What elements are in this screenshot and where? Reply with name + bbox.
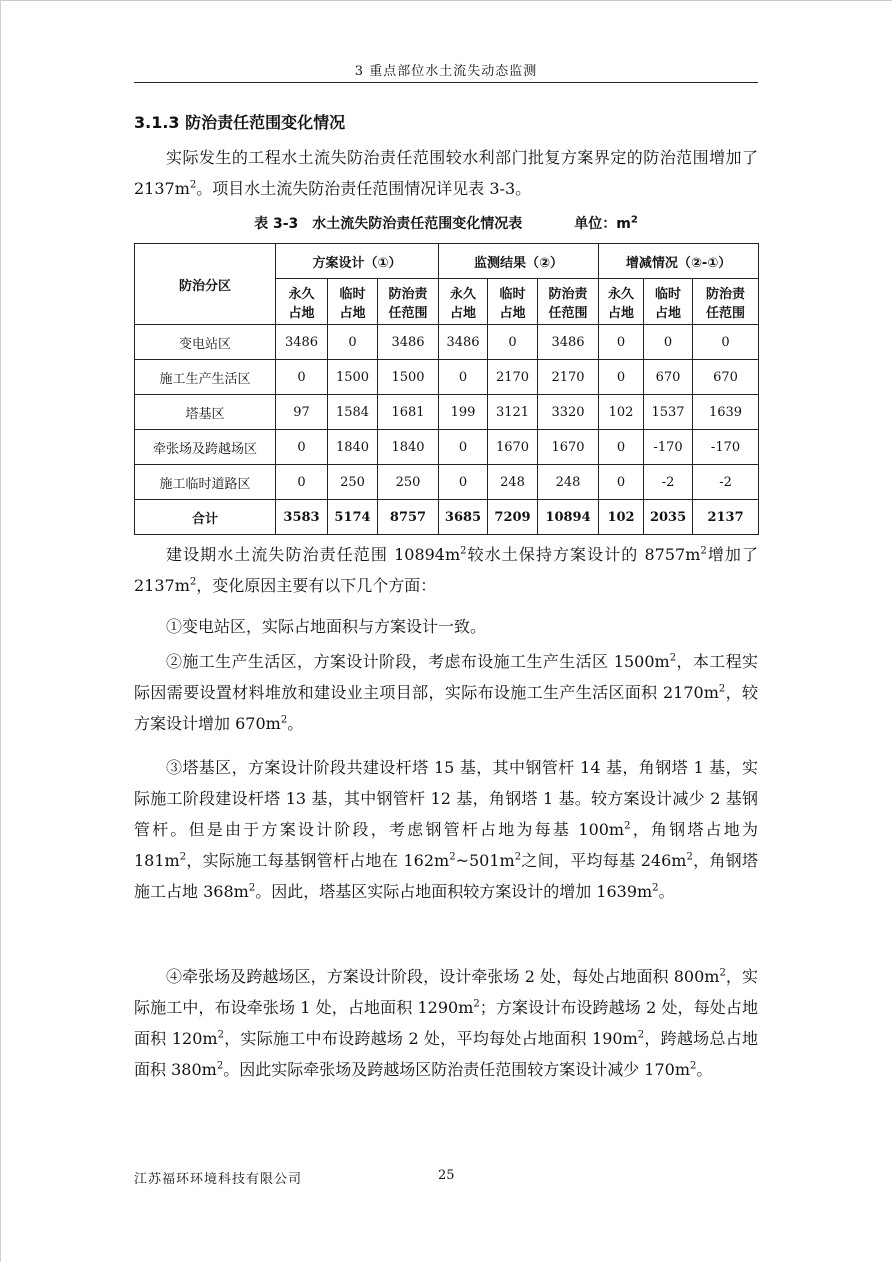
value-cell: 1670 xyxy=(488,430,538,465)
superscript: 2 xyxy=(690,1060,697,1072)
superscript: 2 xyxy=(624,820,631,832)
value-cell: 1840 xyxy=(378,430,439,465)
sub-header: 永久 占地 xyxy=(276,279,328,325)
superscript: 2 xyxy=(189,576,197,588)
value-cell: 0 xyxy=(488,325,538,360)
group-header: 方案设计（①） xyxy=(276,244,439,279)
table-unit-sup: 2 xyxy=(630,214,638,226)
value-cell: 102 xyxy=(599,395,644,430)
value-cell: 1500 xyxy=(378,360,439,395)
superscript: 2 xyxy=(719,967,726,979)
superscript: 2 xyxy=(686,851,693,863)
substation-paragraph: ①变电站区，实际占地面积与方案设计一致。 xyxy=(166,617,487,636)
page-number: 25 xyxy=(438,1168,455,1183)
group-header: 增减情况（②-①） xyxy=(599,244,759,279)
table-unit-label: 单位：m xyxy=(574,216,631,232)
value-cell: 0 xyxy=(276,465,328,500)
value-cell: 248 xyxy=(488,465,538,500)
intro-line1: 实际发生的工程水土流失防治责任范围较水利部门批复方案界定的防治范 xyxy=(166,148,693,167)
table-caption-text: 表 3-3 水土流失防治责任范围变化情况表 xyxy=(254,216,523,232)
value-cell: 0 xyxy=(599,430,644,465)
table-row xyxy=(135,325,759,360)
value-cell: 3486 xyxy=(538,325,599,360)
value-cell: 1639 xyxy=(693,395,759,430)
superscript: 2 xyxy=(460,545,467,557)
value-cell: 0 xyxy=(439,465,488,500)
value-cell: 250 xyxy=(328,465,378,500)
value-cell: -2 xyxy=(644,465,693,500)
value-cell: 0 xyxy=(599,360,644,395)
table-row xyxy=(135,430,759,465)
value-cell: 0 xyxy=(328,325,378,360)
value-cell: 3320 xyxy=(538,395,599,430)
value-cell: 0 xyxy=(276,360,328,395)
superscript: 2 xyxy=(473,998,480,1010)
value-cell: 2170 xyxy=(538,360,599,395)
table-row xyxy=(135,465,759,500)
table-row xyxy=(135,395,759,430)
superscript: 2 xyxy=(280,714,288,726)
group-header: 监测结果（②） xyxy=(439,244,599,279)
total-row xyxy=(135,500,759,535)
intro-paragraph xyxy=(134,142,758,204)
value-cell: 1500 xyxy=(328,360,378,395)
value-cell: 0 xyxy=(644,325,693,360)
value-cell: 1681 xyxy=(378,395,439,430)
page-top-edge xyxy=(0,0,892,1)
value-cell: 1670 xyxy=(538,430,599,465)
change-summary-paragraph: 建设期水土流失防治责任范围 $10894m^2$较水土保持方案设计的 $8757m^2$增加了 $2137m^2$，变化原因主要有以下几个方面： xyxy=(134,545,758,595)
total-cell: 5174 xyxy=(328,500,378,535)
value-cell: -2 xyxy=(693,465,759,500)
intro-line2-a: 围增加了 2137m xyxy=(134,148,758,198)
total-cell: 2137 xyxy=(693,500,759,535)
zone-cell: 变电站区 xyxy=(135,325,276,360)
table-row xyxy=(135,360,759,395)
total-cell: 3583 xyxy=(276,500,328,535)
total-cell: 2035 xyxy=(644,500,693,535)
total-cell: 7209 xyxy=(488,500,538,535)
value-cell: 3121 xyxy=(488,395,538,430)
total-label: 合计 xyxy=(135,500,276,535)
value-cell: 0 xyxy=(439,430,488,465)
table-caption xyxy=(134,213,758,233)
zone-cell: 塔基区 xyxy=(135,395,276,430)
section-title: 3.1.3 防治责任范围变化情况 xyxy=(134,113,346,132)
zone-cell: 牵张场及跨越场区 xyxy=(135,430,276,465)
running-header: 3 重点部位水土流失动态监测 xyxy=(354,64,538,79)
sub-header: 防治责 任范围 xyxy=(538,279,599,325)
zone-header: 防治分区 xyxy=(135,244,276,325)
superscript: 2 xyxy=(189,179,197,191)
table-unit xyxy=(574,216,638,232)
value-cell: 97 xyxy=(276,395,328,430)
superscript: 2 xyxy=(248,882,256,894)
header-rule xyxy=(134,82,758,83)
value-cell: 0 xyxy=(439,360,488,395)
page-left-edge xyxy=(0,0,1,1262)
total-cell: 102 xyxy=(599,500,644,535)
superscript: 2 xyxy=(718,683,726,695)
value-cell: 1584 xyxy=(328,395,378,430)
total-cell: 3685 xyxy=(439,500,488,535)
superscript: 2 xyxy=(179,851,187,863)
value-cell: 199 xyxy=(439,395,488,430)
total-cell: 10894 xyxy=(538,500,599,535)
sub-header: 临时 占地 xyxy=(644,279,693,325)
value-cell: 1537 xyxy=(644,395,693,430)
responsibility-range-table xyxy=(134,243,759,535)
value-cell: -170 xyxy=(644,430,693,465)
superscript: 2 xyxy=(637,1029,645,1041)
value-cell: -170 xyxy=(693,430,759,465)
total-cell: 8757 xyxy=(378,500,439,535)
value-cell: 670 xyxy=(644,360,693,395)
value-cell: 670 xyxy=(693,360,759,395)
superscript: 2 xyxy=(669,652,677,664)
sub-header: 防治责 任范围 xyxy=(378,279,439,325)
value-cell: 248 xyxy=(538,465,599,500)
sub-header: 永久 占地 xyxy=(599,279,644,325)
value-cell: 2170 xyxy=(488,360,538,395)
value-cell: 3486 xyxy=(378,325,439,360)
tower-foundation-paragraph: ③塔基区，方案设计阶段共建设杆塔 15 基，其中钢管杆 14 基，角钢塔 1 基，实际施工阶段建设杆塔 13 基，其中钢管杆 12 基，角钢塔 1 基。较方案设计减少 2 基钢管杆。但是由于方案设计阶段，考虑钢管杆占地为每基 $100m^2$，角钢塔占地为 $181m^2$，实际施工每基钢管杆占地在 $162m^2\sim 501m^2$之间，平均每基 $246m^2$，角钢塔施工占地 $368m^2$。因此，塔基区实际占地面积较方案设计的增加 $1639m^2$。 xyxy=(134,758,758,901)
sub-header: 防治责 任范围 xyxy=(693,279,759,325)
superscript: 2 xyxy=(652,882,659,894)
construction-camp-paragraph: ②施工生产生活区，方案设计阶段，考虑布设施工生产生活区 $1500m^2$，本工程实际因需要设置材料堆放和建设业主项目部，实际布设施工生产生活区面积 $2170m^2$，较方案设计增加 $670m^2$。 xyxy=(134,652,758,733)
value-cell: 0 xyxy=(276,430,328,465)
zone-cell: 施工生产生活区 xyxy=(135,360,276,395)
value-cell: 3486 xyxy=(276,325,328,360)
value-cell: 0 xyxy=(693,325,759,360)
value-cell: 3486 xyxy=(439,325,488,360)
sub-header: 临时 占地 xyxy=(488,279,538,325)
superscript: 2 xyxy=(700,545,707,557)
intro-line2-b: 。项目水土流失防治责任范围情况详见表 3-3。 xyxy=(196,179,532,198)
value-cell: 1840 xyxy=(328,430,378,465)
superscript: 2 xyxy=(216,1060,224,1072)
value-cell: 250 xyxy=(378,465,439,500)
footer-company: 江苏福环环境科技有限公司 xyxy=(134,1172,303,1187)
sub-header: 临时 占地 xyxy=(328,279,378,325)
zone-cell: 施工临时道路区 xyxy=(135,465,276,500)
value-cell: 0 xyxy=(599,465,644,500)
sub-header: 永久 占地 xyxy=(439,279,488,325)
tension-crossing-paragraph: ④牵张场及跨越场区，方案设计阶段，设计牵张场 2 处，每处占地面积 $800m^2$，实际施工中，布设牵张场 1 处，占地面积 $1290m^2$；方案设计布设跨越场 2 处，每处占地面积 $120m^2$，实际施工中布设跨越场 2 处，平均每处占地面积 $190m^2$，跨越场总占地面积 $380m^2$。因此实际牵张场及跨越场区防治责任范围较方案设计减少 $170m^2$。 xyxy=(134,967,758,1079)
superscript: 2 xyxy=(217,1029,224,1041)
superscript: 2 xyxy=(514,851,522,863)
superscript: 2 xyxy=(449,851,456,863)
value-cell: 0 xyxy=(599,325,644,360)
